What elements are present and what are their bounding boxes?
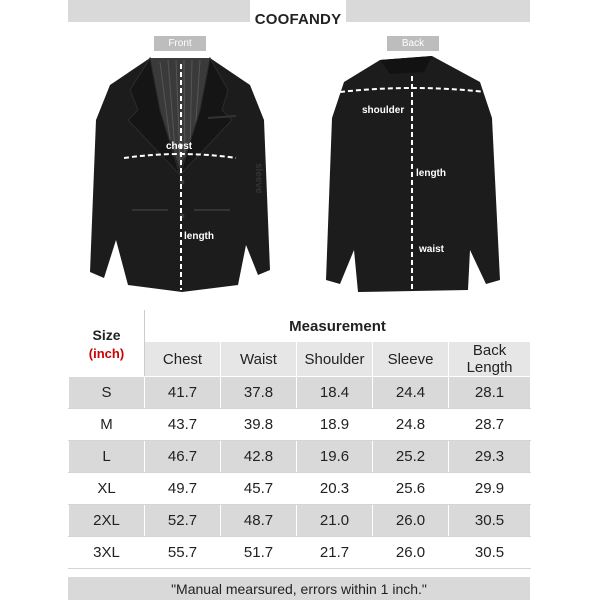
value-cell: 55.7 [145,537,221,569]
size-cell: L [69,441,145,473]
value-cell: 21.7 [297,537,373,569]
table-row [69,409,531,441]
measurement-note: "Manual mearsured, errors within 1 inch." [68,577,530,600]
size-cell: S [69,377,145,409]
front-view-label: Front [154,36,206,51]
back-view-label: Back [387,36,439,51]
column-header-waist: Waist [221,342,297,377]
size-rows [69,377,531,569]
table-row [69,537,531,569]
value-cell: 37.8 [221,377,297,409]
sleeve-label: sleeve [253,163,264,194]
column-header-back-length: Back Length [449,342,531,377]
front-jacket-image [90,58,272,292]
size-header: Size [92,326,121,343]
value-cell: 24.4 [373,377,449,409]
value-cell: 25.2 [373,441,449,473]
value-cell: 49.7 [145,473,221,505]
size-cell: XL [69,473,145,505]
value-cell: 39.8 [221,409,297,441]
size-cell: 3XL [69,537,145,569]
value-cell: 30.5 [449,537,531,569]
column-header-sleeve: Sleeve [373,342,449,377]
size-chart-table [68,310,531,569]
value-cell: 52.7 [145,505,221,537]
value-cell: 46.7 [145,441,221,473]
value-cell: 42.8 [221,441,297,473]
size-header-cell [69,311,145,377]
waist-label: waist [419,244,445,255]
value-cell: 20.3 [297,473,373,505]
value-cell: 45.7 [221,473,297,505]
value-cell: 48.7 [221,505,297,537]
value-cell: 28.7 [449,409,531,441]
value-cell: 29.9 [449,473,531,505]
value-cell: 30.5 [449,505,531,537]
table-row [69,473,531,505]
value-cell: 28.1 [449,377,531,409]
value-cell: 18.9 [297,409,373,441]
value-cell: 26.0 [373,537,449,569]
value-cell: 21.0 [297,505,373,537]
value-cell: 51.7 [221,537,297,569]
back-jacket-image [326,56,500,292]
column-header-shoulder: Shoulder [297,342,373,377]
value-cell: 41.7 [145,377,221,409]
size-cell: 2XL [69,505,145,537]
table-row [69,505,531,537]
chest-label: chest [166,141,193,152]
size-cell: M [69,409,145,441]
column-header-chest: Chest [145,342,221,377]
value-cell: 24.8 [373,409,449,441]
table-row [69,441,531,473]
table-row [69,377,531,409]
size-unit: (inch) [88,345,125,361]
value-cell: 43.7 [145,409,221,441]
value-cell: 18.4 [297,377,373,409]
front-length-label: length [184,231,214,242]
shoulder-label: shoulder [362,105,405,116]
value-cell: 19.6 [297,441,373,473]
measurement-header: Measurement [145,311,531,342]
value-cell: 25.6 [373,473,449,505]
value-cell: 26.0 [373,505,449,537]
brand-logo: COOFANDY [254,10,342,28]
back-length-label: length [416,168,446,179]
value-cell: 29.3 [449,441,531,473]
